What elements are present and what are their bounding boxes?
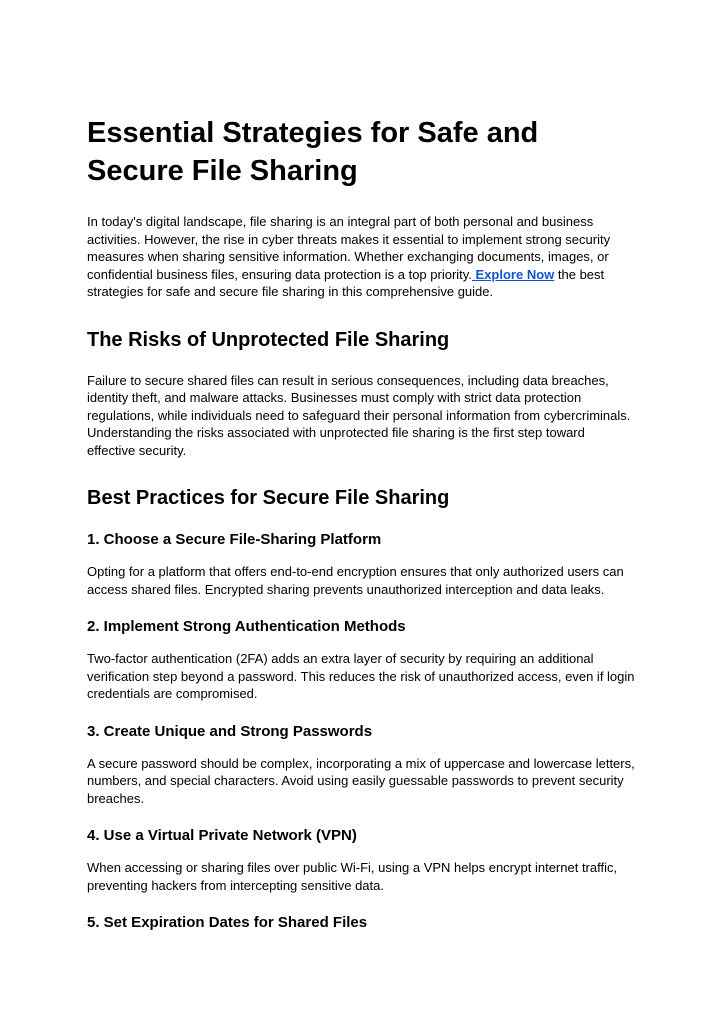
explore-now-link[interactable]: Explore Now xyxy=(471,266,555,282)
practice-3-heading: 3. Create Unique and Strong Passwords xyxy=(87,722,373,740)
document-content xyxy=(87,114,635,946)
practice-3-paragraph: A secure password should be complex, incorporating a mix of uppercase and lowercase letters, numbers, and special characters. Avoid using easily guessable passwords to prevent security breaches. xyxy=(87,755,635,806)
risks-heading: The Risks of Unprotected File Sharing xyxy=(87,328,450,351)
intro-text-after-link: the best strategies for safe and secure file sharing in this comprehensive guide. xyxy=(87,266,605,299)
practice-4-paragraph: When accessing or sharing files over public Wi-Fi, using a VPN helps encrypt internet traffic, preventing hackers from intercepting sensitive data. xyxy=(87,860,618,893)
risks-paragraph: Failure to secure shared files can result in serious consequences, including data breaches, identity theft, and malware attacks. Businesses must comply with strict data protection regulations, while individuals need to safeguard their personal information from cybercriminals. Understanding the risks associated with unprotected file sharing is the first step toward effective security. xyxy=(87,372,631,458)
practices-heading: Best Practices for Secure File Sharing xyxy=(87,487,450,509)
intro-text-before-link: In today's digital landscape, file sharing is an integral part of both personal and business activities. However, the rise in cyber threats makes it essential to implement strong security measures when sharing sensitive information. Whether exchanging documents, images, or confidential business files, ensuring data protection is a top priority. xyxy=(87,214,611,282)
practice-2-heading: 2. Implement Strong Authentication Methods xyxy=(87,618,406,635)
practice-1-paragraph: Opting for a platform that offers end-to-end encryption ensures that only authorized users can access shared files. Encrypted sharing prevents unauthorized interception and data leaks. xyxy=(87,564,624,597)
practice-1-heading: 1. Choose a Secure File-Sharing Platform xyxy=(87,531,382,548)
practice-4-heading: 4. Use a Virtual Private Network (VPN) xyxy=(87,827,357,844)
page-title: Essential Strategies for Safe and Secure File Sharing xyxy=(87,117,539,187)
intro-paragraph xyxy=(87,213,635,301)
practice-2-paragraph: Two-factor authentication (2FA) adds an extra layer of security by requiring an additional verification step beyond a password. This reduces the risk of unauthorized access, even if login credentials are compromised. xyxy=(87,651,635,701)
practice-5-heading: 5. Set Expiration Dates for Shared Files xyxy=(87,914,368,931)
